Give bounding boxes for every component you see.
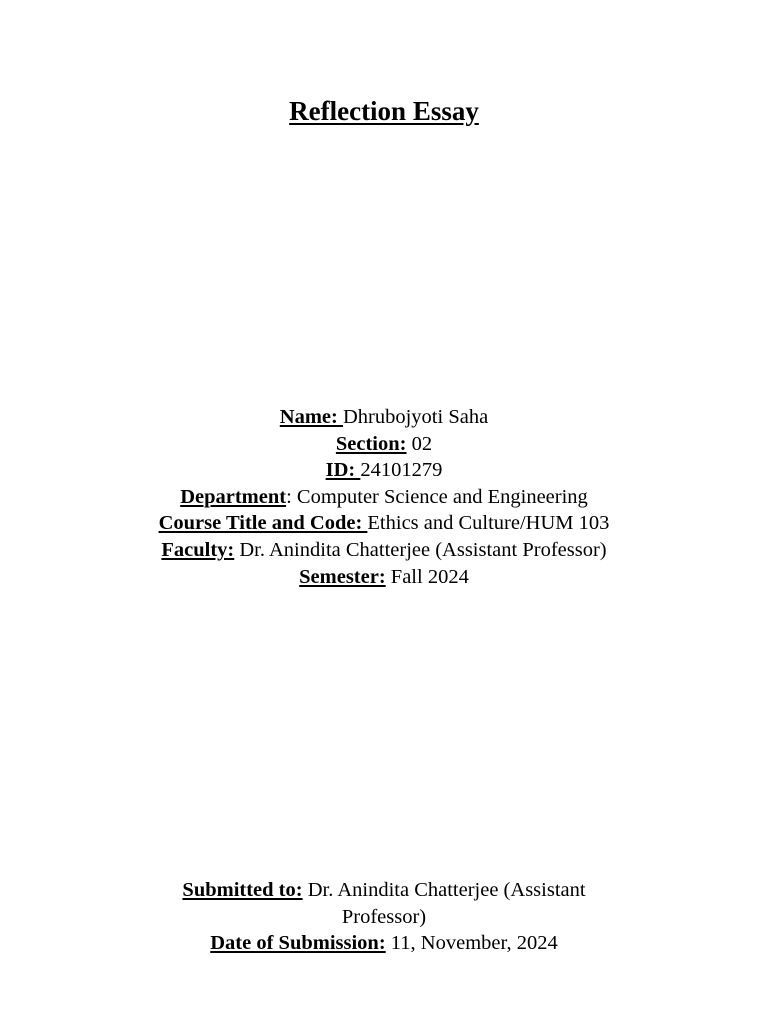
date-line	[150, 930, 618, 957]
submission-block	[150, 877, 618, 957]
date-label: Date of Submission:	[210, 932, 386, 955]
course-label: Course Title and Code:	[158, 512, 368, 535]
course-value: Ethics and Culture/HUM 103	[367, 512, 610, 535]
submitted-to-label: Submitted to:	[182, 879, 303, 901]
faculty-label: Faculty:	[161, 538, 235, 561]
name-line	[0, 404, 768, 431]
name-label: Name:	[279, 406, 343, 428]
semester-label: Semester:	[299, 565, 386, 588]
semester-line	[0, 564, 768, 591]
department-value: : Computer Science and Engineering	[286, 485, 588, 508]
name-value: Dhrubojyoti Saha	[342, 406, 489, 428]
student-info-block	[0, 404, 768, 590]
faculty-value: Dr. Anindita Chatterjee (Assistant Professor)	[234, 538, 607, 561]
id-value: 24101279	[360, 459, 443, 482]
section-label: Section:	[335, 432, 407, 455]
department-label: Department	[180, 485, 287, 508]
document-title: Reflection Essay	[289, 96, 479, 126]
submitted-to-line	[150, 877, 618, 930]
semester-value: Fall 2024	[385, 565, 469, 588]
date-value: 11, November, 2024	[385, 932, 558, 955]
id-label: ID:	[325, 459, 361, 482]
course-line	[0, 510, 768, 537]
submitted-to-value: Dr. Anindita Chatterjee (Assistant Professor)	[302, 879, 586, 928]
section-value: 02	[406, 432, 433, 455]
department-line	[0, 484, 768, 511]
section-line	[0, 431, 768, 458]
faculty-line	[0, 537, 768, 564]
id-line	[0, 457, 768, 484]
